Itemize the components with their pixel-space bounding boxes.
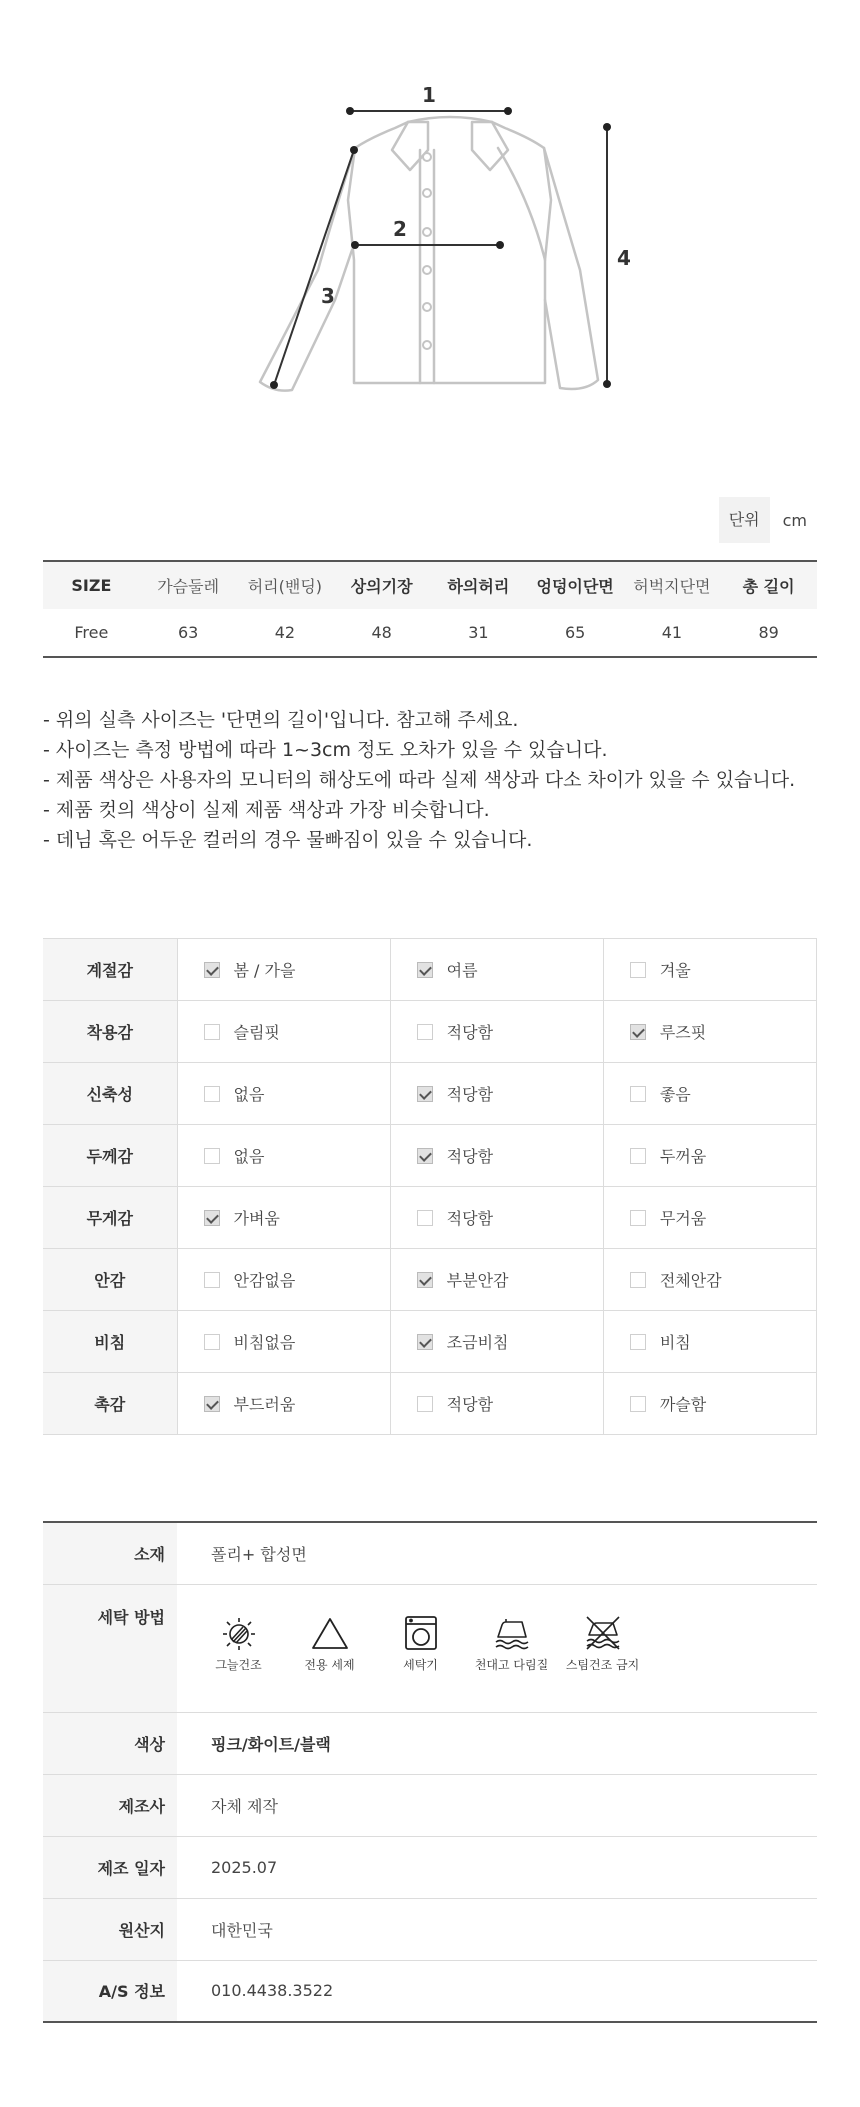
wash-label: 세탁 방법 [43,1584,177,1712]
feature-option [177,939,390,1001]
feature-option [603,1187,816,1249]
feature-option [177,1187,390,1249]
feature-option [603,1063,816,1125]
feature-option-label: 안감없음 [233,1271,296,1290]
checkbox-empty-icon [417,1024,433,1040]
wash-label-shade-dry: 그늘건조 [215,1657,262,1672]
checkbox-empty-icon [417,1396,433,1412]
detergent-icon [310,1615,350,1651]
size-cell: 65 [527,609,624,657]
size-notes [43,705,843,855]
wash-label-detergent: 전용 세제 [304,1657,355,1672]
checkbox-empty-icon [630,1086,646,1102]
feature-row [43,1249,817,1311]
checkbox-empty-icon [630,1272,646,1288]
size-cell: 42 [237,609,334,657]
feature-option [390,1373,603,1435]
note-line: - 제품 컷의 색상이 실제 제품 색상과 가장 비슷합니다. [43,799,490,821]
wash-item-no-steam [557,1615,648,1673]
checkbox-checked-icon [417,1272,433,1288]
info-row-material [43,1522,817,1584]
measure-label-4: 4 [617,246,631,270]
size-cell: 48 [333,609,430,657]
material-value: 폴리+ 합성면 [177,1522,817,1584]
feature-name: 착용감 [43,1001,177,1063]
shade-dry-icon [219,1615,259,1651]
feature-option-label: 루즈핏 [659,1023,707,1042]
checkbox-empty-icon [417,1210,433,1226]
wash-item-detergent [284,1615,375,1673]
date-label: 제조 일자 [43,1836,177,1898]
size-cell: 41 [624,609,721,657]
feature-name: 두께감 [43,1125,177,1187]
wash-item-iron [466,1615,557,1673]
feature-option [603,1249,816,1311]
feature-option-label: 없음 [233,1085,265,1104]
checkbox-empty-icon [630,1396,646,1412]
size-col-header: 가슴둘레 [140,561,237,609]
size-col-header: 엉덩이단면 [527,561,624,609]
size-cell: 31 [430,609,527,657]
feature-option-label: 없음 [233,1147,265,1166]
size-table [43,560,817,658]
info-row-origin [43,1898,817,1960]
size-col-header: 허리(밴딩) [237,561,334,609]
wash-item-machine [375,1615,466,1673]
feature-option [177,1373,390,1435]
feature-name: 무게감 [43,1187,177,1249]
feature-option [177,1125,390,1187]
checkbox-empty-icon [204,1334,220,1350]
feature-option-label: 적당함 [446,1147,494,1166]
feature-name: 비침 [43,1311,177,1373]
feature-option [390,1001,603,1063]
feature-option [390,1063,603,1125]
maker-value: 자체 제작 [177,1774,817,1836]
feature-option [177,1311,390,1373]
date-value: 2025.07 [177,1836,817,1898]
feature-row [43,1063,817,1125]
checkbox-checked-icon [204,1210,220,1226]
size-col-header: 상의기장 [333,561,430,609]
feature-row [43,1125,817,1187]
origin-value: 대한민국 [177,1898,817,1960]
note-line: - 위의 실측 사이즈는 '단면의 길이'입니다. 참고해 주세요. [43,709,519,731]
checkbox-empty-icon [204,1086,220,1102]
measure-label-1: 1 [422,83,436,107]
wash-label-no-steam: 스팀건조 금지 [565,1657,640,1672]
info-row-wash [43,1584,817,1712]
feature-name: 계절감 [43,939,177,1001]
size-cell: Free [43,609,140,657]
size-col-header: 허벅지단면 [624,561,721,609]
washing-machine-icon [401,1615,441,1651]
iron-with-cloth-icon [492,1615,532,1651]
feature-option-label: 슬림핏 [233,1023,280,1042]
feature-option-label: 여름 [446,961,478,980]
unit-indicator [719,497,817,543]
no-steam-icon [583,1615,623,1651]
feature-option [390,1249,603,1311]
feature-option [603,1125,816,1187]
wash-icons [177,1585,817,1673]
as-label: A/S 정보 [43,1960,177,2022]
feature-option [603,1001,816,1063]
color-value: 핑크/화이트/블랙 [177,1712,817,1774]
feature-option-label: 가벼움 [233,1209,280,1228]
wash-label-machine: 세탁기 [403,1657,438,1672]
info-row-as [43,1960,817,2022]
unit-label: 단위 [719,497,770,543]
feature-row [43,1311,817,1373]
checkbox-checked-icon [417,962,433,978]
feature-option [390,1187,603,1249]
feature-option [390,1311,603,1373]
feature-option-label: 비침 [659,1333,691,1352]
feature-option-label: 비침없음 [233,1333,296,1352]
checkbox-empty-icon [630,1148,646,1164]
feature-option-label: 무거움 [659,1209,707,1228]
checkbox-empty-icon [204,1148,220,1164]
measure-label-3: 3 [321,284,335,308]
size-table-header [43,561,817,609]
feature-row [43,939,817,1001]
note-line: - 데님 혹은 어두운 컬러의 경우 물빠짐이 있을 수 있습니다. [43,829,533,851]
info-row-maker [43,1774,817,1836]
color-label: 색상 [43,1712,177,1774]
info-row-color [43,1712,817,1774]
checkbox-checked-icon [630,1024,646,1040]
note-line: - 사이즈는 측정 방법에 따라 1~3cm 정도 오차가 있을 수 있습니다. [43,739,608,761]
feature-option-label: 좋음 [659,1085,691,1104]
feature-name: 촉감 [43,1373,177,1435]
feature-option-label: 두꺼움 [659,1147,707,1166]
feature-option-label: 적당함 [446,1395,494,1414]
feature-table [43,938,817,1435]
checkbox-checked-icon [417,1148,433,1164]
checkbox-empty-icon [630,1334,646,1350]
product-info-table [43,1521,817,2023]
feature-option [177,1001,390,1063]
feature-option-label: 적당함 [446,1023,494,1042]
unit-value: cm [782,510,807,530]
feature-option-label: 봄 / 가을 [233,961,296,980]
checkbox-empty-icon [204,1024,220,1040]
checkbox-empty-icon [204,1272,220,1288]
feature-option-label: 적당함 [446,1209,494,1228]
as-value: 010.4438.3522 [177,1960,817,2022]
note-line: - 제품 색상은 사용자의 모니터의 해상도에 따라 실제 색상과 다소 차이가 있을 수 있습니다. [43,769,796,791]
material-label: 소재 [43,1522,177,1584]
maker-label: 제조사 [43,1774,177,1836]
feature-name: 신축성 [43,1063,177,1125]
size-cell: 89 [720,609,817,657]
checkbox-empty-icon [630,1210,646,1226]
feature-row [43,1187,817,1249]
feature-option-label: 부드러움 [233,1395,296,1414]
feature-option-label: 조금비침 [446,1333,509,1352]
checkbox-checked-icon [204,962,220,978]
size-col-header: 하의허리 [430,561,527,609]
feature-option-label: 까슬함 [659,1395,707,1414]
checkbox-checked-icon [417,1086,433,1102]
feature-option [603,1373,816,1435]
feature-option-label: 적당함 [446,1085,494,1104]
size-cell: 63 [140,609,237,657]
wash-label-iron: 천대고 다림질 [474,1657,549,1672]
feature-row [43,1373,817,1435]
measure-label-2: 2 [393,217,407,241]
origin-label: 원산지 [43,1898,177,1960]
feature-option [177,1249,390,1311]
feature-row [43,1001,817,1063]
feature-option [603,1311,816,1373]
size-col-header: SIZE [43,561,140,609]
feature-name: 안감 [43,1249,177,1311]
feature-option [390,939,603,1001]
feature-option-label: 부분안감 [446,1271,509,1290]
wash-item-shade-dry [193,1615,284,1673]
size-col-header: 총 길이 [720,561,817,609]
checkbox-empty-icon [630,962,646,978]
feature-option [390,1125,603,1187]
size-row [43,609,817,657]
feature-option-label: 전체안감 [659,1271,722,1290]
checkbox-checked-icon [204,1396,220,1412]
feature-option [177,1063,390,1125]
info-row-date [43,1836,817,1898]
checkbox-checked-icon [417,1334,433,1350]
feature-option [603,939,816,1001]
shirt-measurement-diagram [0,0,860,440]
feature-option-label: 겨울 [659,961,691,980]
